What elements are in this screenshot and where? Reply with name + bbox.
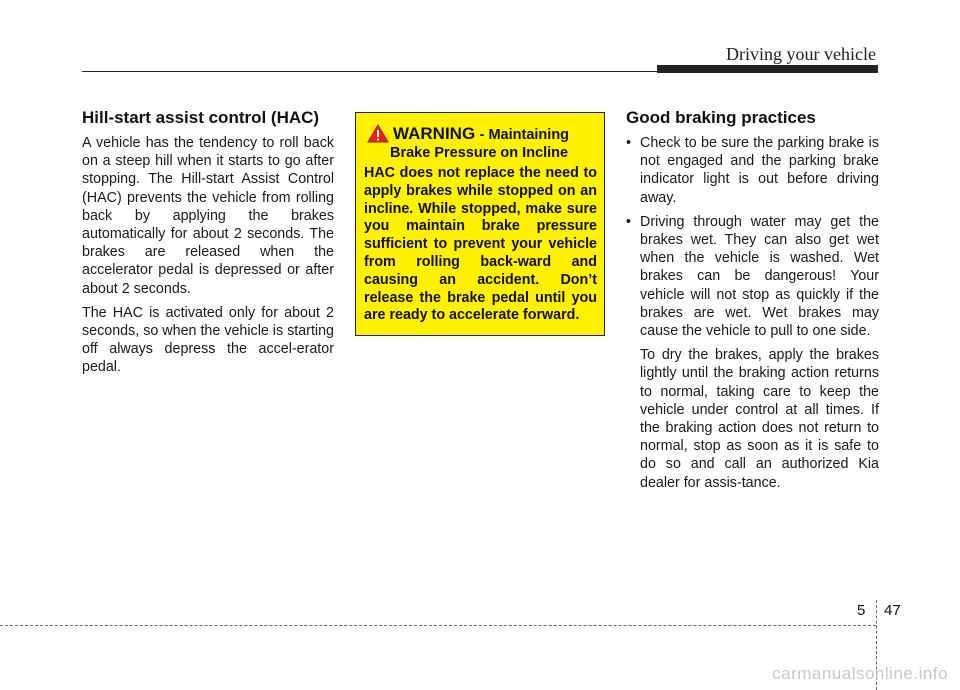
warning-triangle-icon	[367, 124, 389, 143]
hac-paragraph-1: A vehicle has the tendency to roll back on a steep hill when it starts to go after stopping. The Hill-start Assist Control (HAC) prevents the vehicle from rolling back by applying the brakes automatically for about 2 seconds. The brakes are released when the accelerator pedal is depressed or after about 2 seconds.	[82, 135, 334, 297]
bullet-dot: •	[626, 213, 632, 230]
running-head: Driving your vehicle	[726, 44, 876, 64]
warning-header	[393, 124, 569, 144]
footer-rule	[0, 625, 876, 626]
bullet-text: Driving through water may get the brakes wet. They can also get wet when the vehicle is washed. Wet brakes can be dangerous! Your vehicle will not stop as quickly if the brakes are wet. Wet brakes may cause the vehicle to pull to one side.	[640, 213, 879, 340]
warning-subtitle-line1: - Maintaining	[479, 127, 570, 143]
header-rule	[82, 71, 657, 72]
warning-subtitle-line2: Brake Pressure on Incline	[390, 145, 569, 161]
list-item	[626, 134, 879, 207]
chapter-number: 5	[857, 602, 866, 619]
header-bar	[657, 65, 878, 73]
page-number: 47	[884, 602, 901, 619]
warning-box	[355, 112, 605, 336]
list-item	[626, 213, 879, 340]
braking-bullet-list	[626, 134, 879, 340]
section-heading-hac: Hill-start assist control (HAC)	[82, 108, 320, 127]
warning-title: WARNING	[393, 124, 476, 143]
section-heading-braking: Good braking practices	[626, 108, 816, 127]
left-column	[82, 108, 334, 383]
drying-brakes-paragraph: To dry the brakes, apply the brakes lightly until the braking action returns to normal, taking care to keep the vehicle under control at all times. If the braking action does not return to normal, stop as soon as it is safe to do so and call an authorized Kia dealer for assis-tance.	[640, 347, 879, 491]
bullet-dot: •	[626, 135, 632, 151]
warning-body: HAC does not replace the need to apply brakes while stopped on an incline. While stopped, make sure you maintain brake pressure sufficient to prevent your vehicle from rolling back-ward and causing an accident. Don’t release the brake pedal until you are ready to accelerate forward.	[364, 165, 597, 324]
right-column	[626, 108, 879, 492]
bullet-text: Check to be sure the parking brake is not engaged and the parking brake indicator light is out before driving away.	[640, 135, 879, 206]
watermark: carmanualsonline.info	[772, 664, 948, 683]
hac-paragraph-2: The HAC is activated only for about 2 seconds, so when the vehicle is starting off always depress the accel-erator pedal.	[82, 304, 334, 376]
